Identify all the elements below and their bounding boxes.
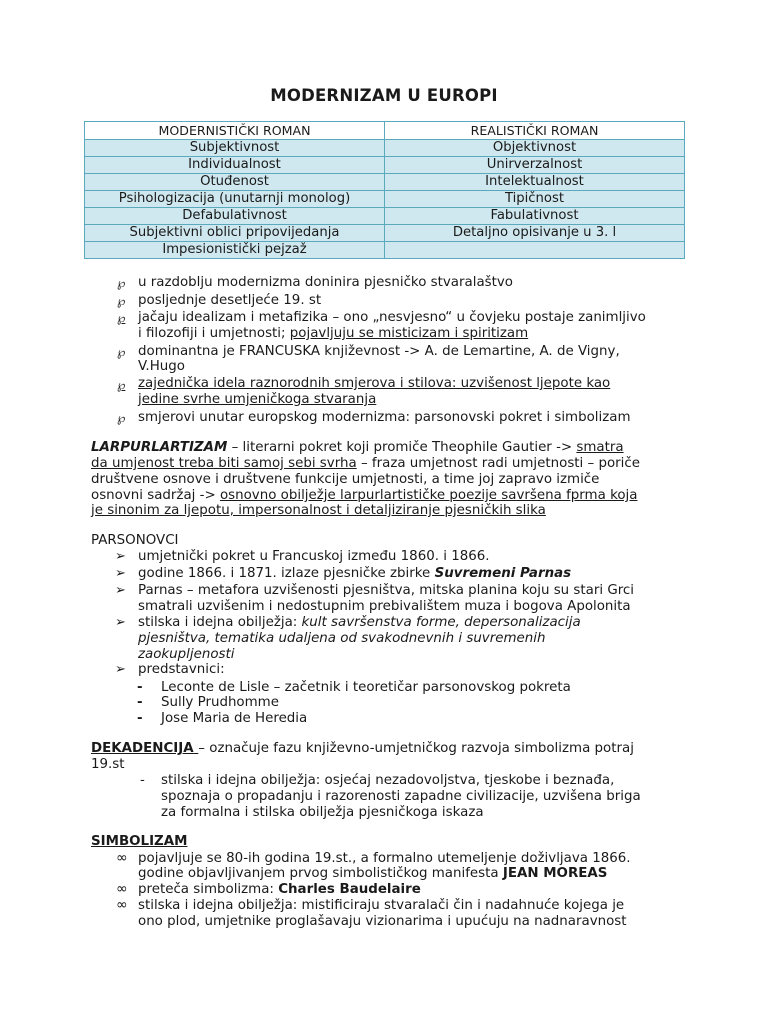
underlined-text: smatra: [576, 440, 624, 455]
table-cell: Subjektivni oblici pripovijedanja: [85, 225, 385, 242]
list-item-continuation: [138, 326, 528, 342]
underlined-text: da umjenost treba biti samoj sebi svrha: [91, 456, 357, 471]
comparison-table: [84, 121, 685, 259]
table-row: [85, 157, 685, 174]
list-item-continuation: smatrali uzvišenim i nedostupnim prebivalištem muza i bogova Apolonita: [138, 599, 631, 614]
text-span: osnovni sadržaj ->: [91, 488, 220, 503]
paragraph-line: [91, 741, 634, 757]
arrow-bullet-icon: ➢: [115, 615, 126, 630]
table-cell: Tipičnost: [385, 191, 685, 208]
script-p-bullet-icon: ℘: [117, 276, 126, 290]
table-cell: Detaljno opisivanje u 3. l: [385, 225, 685, 242]
paragraph-line: [91, 456, 640, 472]
list-item-continuation: spoznaja o propadanju i razorenosti zapadne civilizacije, uzvišena briga: [161, 789, 641, 804]
list-item: smjerovi unutar europskog modernizma: parsonovski pokret i simbolizam: [138, 410, 631, 425]
table-row: [85, 140, 685, 157]
infinity-bullet-icon: ∞: [116, 897, 128, 913]
list-item: posljednje desetljeće 19. st: [138, 293, 322, 308]
arrow-bullet-icon: ➢: [115, 566, 126, 581]
text-span: preteča simbolizma:: [138, 882, 279, 897]
arrow-bullet-icon: ➢: [115, 662, 126, 677]
paragraph-line: je sinonim za ljepotu, impersonalnost i detaljiziranje pjesničkih slika: [91, 503, 546, 518]
script-p-bullet-icon: ℘: [117, 411, 126, 425]
section-heading: SIMBOLIZAM: [91, 834, 188, 849]
term-heading: DEKADENCIJA: [91, 741, 199, 756]
table-row: [85, 208, 685, 225]
list-item: Jose Maria de Heredia: [161, 711, 308, 726]
list-item: jačaju idealizam i metafizika – ono „nesvjesno“ u čovjeku postaje zanimljivo: [138, 310, 646, 325]
table-cell: Otuđenost: [85, 174, 385, 191]
table-cell: Intelektualnost: [385, 174, 685, 191]
list-item: zajednička idela raznorodnih smjerova i stilova: uzvišenost ljepote kao: [138, 376, 611, 391]
text-span: – literarni pokret koji promiče Theophile Gautier ->: [227, 440, 577, 455]
paragraph-line: [91, 488, 637, 504]
table-row: [85, 174, 685, 191]
arrow-bullet-icon: ➢: [115, 549, 126, 564]
paragraph-line: [91, 440, 624, 456]
script-p-bullet-icon: ℘: [117, 311, 126, 325]
arrow-bullet-icon: ➢: [115, 583, 126, 598]
table-header-row: [85, 122, 685, 140]
script-p-bullet-icon: ℘: [117, 378, 126, 392]
paragraph-line: društvene osnove i društvene funkcije umjetnosti, a time joj zapravo izmiče: [91, 472, 600, 487]
list-item: stilska i idejna obilježja: mistificiraju stvaralači čin i nadahnuće kojega je: [138, 898, 625, 913]
bold-text: Charles Baudelaire: [278, 882, 421, 897]
list-item: [138, 882, 421, 898]
list-item-continuation: pjesništva, tematika udaljena od svakodnevnih i suvremenih: [138, 631, 546, 646]
page-title: MODERNIZAM U EUROPI: [270, 86, 498, 105]
list-item: u razdoblju modernizma doninira pjesničko stvaralaštvo: [138, 275, 513, 290]
infinity-bullet-icon: ∞: [116, 881, 128, 897]
dash-bullet-icon: -: [137, 711, 143, 726]
section-heading: PARSONOVCI: [91, 533, 179, 548]
underlined-text: osnovno obilježje larpurlartističke poezije savršena fprma koja: [219, 488, 638, 503]
table-cell: Individualnost: [85, 157, 385, 174]
text-span: stilska i idejna obilježja:: [138, 615, 302, 630]
table-cell: Impesionistički pejzaž: [85, 242, 385, 259]
list-item: stilska i idejna obilježja: osjećaj nezadovoljstva, tjeskobe i beznađa,: [161, 773, 615, 788]
text-span: godine objavljivanjem prvog simbolističkog manifesta: [138, 866, 503, 881]
list-item-continuation: [138, 866, 607, 882]
table-row: [85, 242, 685, 259]
infinity-bullet-icon: ∞: [116, 850, 128, 866]
list-item-continuation: ono plod, umjetnike proglašavaju vizionarima i upućuju na nadnaravnost: [138, 914, 627, 929]
list-item: dominantna je FRANCUSKA književnost -> A. de Lemartine, A. de Vigny,: [138, 344, 620, 359]
dash-bullet-icon: -: [140, 773, 145, 788]
table-cell: Fabulativnost: [385, 208, 685, 225]
table-cell: Unirverzalnost: [385, 157, 685, 174]
list-item: Leconte de Lisle – začetnik i teoretičar parsonovskog pokreta: [161, 680, 571, 695]
list-item: pojavljuje se 80-ih godina 19.st., a formalno utemeljenje doživljava 1866.: [138, 851, 631, 866]
table-row: [85, 225, 685, 242]
table-cell: Psihologizacija (unutarnji monolog): [85, 191, 385, 208]
table-cell: Objektivnost: [385, 140, 685, 157]
script-p-bullet-icon: ℘: [117, 294, 126, 308]
bold-text: JEAN MOREAS: [502, 866, 608, 881]
table-cell: Defabulativnost: [85, 208, 385, 225]
term-heading: LARPURLARTIZAM: [91, 440, 228, 455]
dash-bullet-icon: -: [137, 695, 143, 710]
dash-bullet-icon: -: [137, 680, 143, 695]
underlined-text: pojavljuju se misticizam i spiritizam: [289, 326, 529, 341]
list-item: [138, 615, 581, 631]
table-header-cell: MODERNISTIČKI ROMAN: [85, 122, 385, 140]
text-span: godine 1866. i 1871. izlaze pjesničke zbirke: [138, 566, 435, 581]
table-cell: [385, 242, 685, 259]
text-span: – fraza umjetnost radi umjetnosti – poriče: [356, 456, 640, 471]
list-item-continuation: zaokupljenosti: [138, 647, 235, 662]
text-span: i filozofiji i umjetnosti;: [138, 326, 290, 341]
book-title: Suvremeni Parnas: [434, 566, 572, 581]
script-p-bullet-icon: ℘: [117, 345, 126, 359]
text-span: – označuje fazu književno-umjetničkog razvoja simbolizma potraj: [198, 741, 634, 756]
list-item: [138, 566, 571, 582]
italic-text: kult savršenstva forme, depersonalizacija: [301, 615, 581, 630]
list-item-continuation: jedine svrhe umjeničkoga stvaranja: [138, 392, 377, 407]
list-item: umjetnički pokret u Francuskoj između 1860. i 1866.: [138, 549, 490, 564]
table-header-cell: REALISTIČKI ROMAN: [385, 122, 685, 140]
table-row: [85, 191, 685, 208]
list-item: Sully Prudhomme: [161, 695, 279, 710]
list-item-continuation: V.Hugo: [138, 359, 185, 374]
list-item-continuation: za formalna i stilska obilježja pjesničkoga iskaza: [161, 805, 484, 820]
paragraph-line: 19.st: [91, 757, 125, 772]
list-item: Parnas – metafora uzvišenosti pjesništva, mitska planina koju su stari Grci: [138, 583, 635, 598]
list-item: predstavnici:: [138, 662, 225, 677]
table-cell: Subjektivnost: [85, 140, 385, 157]
